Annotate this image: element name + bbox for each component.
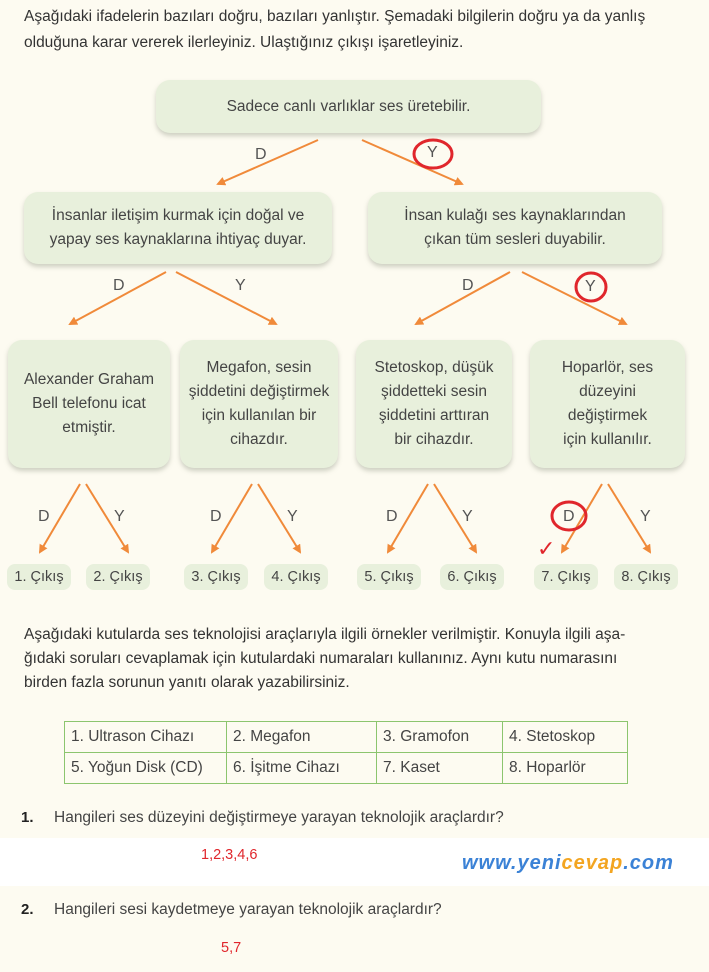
section2-line-3: birden fazla sorunun yanıtı olarak yazabilirsiniz. — [24, 674, 350, 691]
watermark-part: .com — [623, 852, 674, 874]
question-2-number: 2. — [21, 901, 34, 918]
exit-4[interactable]: 4. Çıkış — [264, 564, 328, 590]
label-true: D — [113, 277, 125, 294]
label-true: D — [563, 508, 575, 525]
statement-line: Megafon, sesin — [206, 359, 312, 376]
statement-line: çıkan tüm sesleri duyabilir. — [424, 231, 606, 248]
statement-2a — [8, 340, 170, 468]
statement-1b — [368, 192, 662, 264]
arrow-root-true — [218, 140, 318, 184]
section2-line-1: Aşağıdaki kutularda ses teknolojisi araçlarıyla ilgili örnekler verilmiştir. Konuyla ilgili aşa- — [24, 626, 626, 643]
label-false: Y — [462, 508, 473, 525]
table-row — [65, 753, 628, 784]
statement-line: için kullanılır. — [563, 431, 652, 448]
table-cell: 7. Kaset — [377, 753, 503, 784]
label-true: D — [386, 508, 398, 525]
statement-2c — [356, 340, 512, 468]
exit-7[interactable]: 7. Çıkış — [534, 564, 598, 590]
section2-line-2: ğıdaki soruları cevaplamak için kutulardaki numaraları kullanınız. Aynı kutu numarasını — [24, 650, 618, 667]
statement-2b — [180, 340, 338, 468]
statement-line: şiddetini arttıran — [378, 407, 490, 424]
label-false: Y — [640, 508, 651, 525]
statement-line: düzeyini değiştirmek — [567, 383, 648, 424]
label-true: D — [255, 146, 267, 163]
table-row — [65, 722, 628, 753]
exit-8[interactable]: 8. Çıkış — [614, 564, 678, 590]
label-false: Y — [235, 277, 246, 294]
intro-line-2: olduğuna karar vererek ilerleyiniz. Ulaştığınız çıkışı işaretleyiniz. — [24, 34, 464, 51]
watermark-part: cevap — [561, 852, 624, 874]
statement-line: cihazdır. — [230, 431, 288, 448]
label-true: D — [462, 277, 474, 294]
tools-table — [64, 721, 628, 784]
exit-6[interactable]: 6. Çıkış — [440, 564, 504, 590]
statement-line: şiddetini değiştirmek — [188, 383, 330, 400]
table-cell: 2. Megafon — [227, 722, 377, 753]
label-false: Y — [114, 508, 125, 525]
table-cell: 8. Hoparlör — [503, 753, 628, 784]
statement-root-text: Sadece canlı varlıklar ses üretebilir. — [226, 97, 471, 115]
arrow-l1a-false — [176, 272, 276, 324]
label-false: Y — [427, 144, 438, 161]
question-2-answer: 5,7 — [221, 940, 242, 956]
statement-line: İnsan kulağı ses kaynaklarından — [404, 207, 626, 224]
statement-root — [156, 80, 541, 133]
statement-line: Bell telefonu icat — [32, 395, 146, 412]
statement-1a — [24, 192, 332, 264]
watermark-part: www.yeni — [462, 852, 562, 874]
statement-line: bir cihazdır. — [394, 431, 474, 448]
exit-5[interactable]: 5. Çıkış — [357, 564, 421, 590]
question-2-text: Hangileri sesi kaydetmeye yarayan teknolojik araçlardır? — [54, 901, 442, 918]
question-2-band — [0, 886, 709, 972]
table-cell: 6. İşitme Cihazı — [227, 753, 377, 784]
table-cell: 4. Stetoskop — [503, 722, 628, 753]
statement-line: şiddetteki sesin — [381, 383, 487, 400]
label-true: D — [210, 508, 222, 525]
statement-line: İnsanlar iletişim kurmak için doğal ve — [51, 207, 305, 224]
exit-2[interactable]: 2. Çıkış — [86, 564, 150, 590]
table-cell: 5. Yoğun Disk (CD) — [65, 753, 227, 784]
table-cell: 1. Ultrason Cihazı — [65, 722, 227, 753]
question-1-number: 1. — [21, 809, 34, 826]
label-false: Y — [287, 508, 298, 525]
statement-line: Stetoskop, düşük — [374, 359, 494, 376]
statement-line: etmiştir. — [62, 419, 116, 436]
question-1-text: Hangileri ses düzeyini değiştirmeye yarayan teknolojik araçlardır? — [54, 809, 504, 826]
statement-line: Alexander Graham — [23, 371, 155, 388]
label-false: Y — [585, 278, 596, 295]
statement-line: için kullanılan bir — [201, 407, 317, 424]
statement-line: Hoparlör, ses — [561, 359, 654, 376]
label-true: D — [38, 508, 50, 525]
statement-2d — [530, 340, 685, 468]
check-mark-icon: ✓ — [537, 536, 556, 561]
statement-line: yapay ses kaynaklarına ihtiyaç duyar. — [49, 231, 307, 248]
watermark — [462, 852, 674, 875]
exit-1[interactable]: 1. Çıkış — [7, 564, 71, 590]
question-1-answer: 1,2,3,4,6 — [201, 847, 258, 863]
intro-line-1: Aşağıdaki ifadelerin bazıları doğru, bazıları yanlıştır. Şemadaki bilgilerin doğru ya da yanlış — [24, 8, 646, 25]
arrow-l1b-false — [522, 272, 626, 324]
table-cell: 3. Gramofon — [377, 722, 503, 753]
exit-3[interactable]: 3. Çıkış — [184, 564, 248, 590]
